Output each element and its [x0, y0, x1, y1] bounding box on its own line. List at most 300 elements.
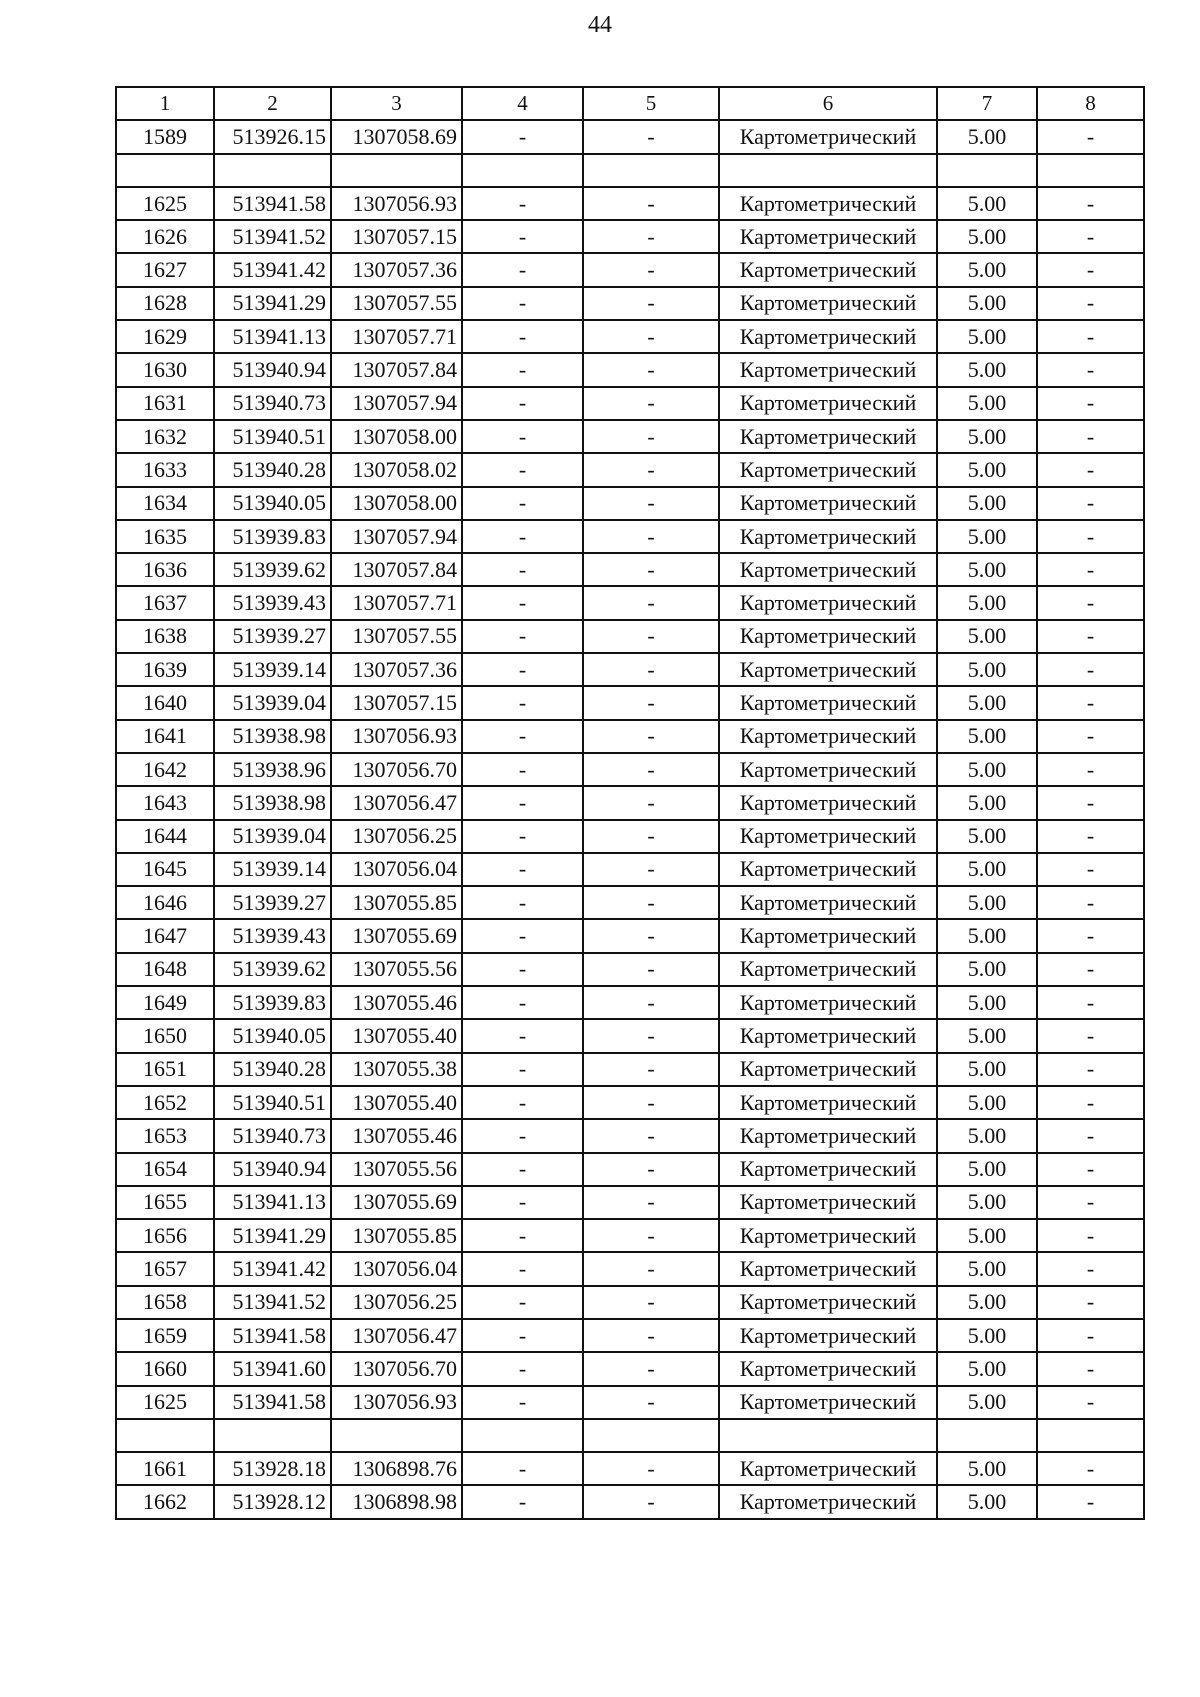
- cell-col-4: -: [462, 953, 583, 986]
- cell-coord-x: 513940.94: [214, 1153, 331, 1186]
- cell-coord-y: 1307057.15: [331, 686, 462, 719]
- cell-col-5: -: [583, 1086, 719, 1119]
- cell-method: Картометрический: [719, 520, 937, 553]
- cell-accuracy: 5.00: [937, 1386, 1037, 1419]
- cell-coord-y: 1307056.93: [331, 1386, 462, 1419]
- cell-coord-x: 513938.98: [214, 720, 331, 753]
- cell-coord-x: 513939.62: [214, 953, 331, 986]
- cell-coord-x: 513941.58: [214, 1386, 331, 1419]
- cell-col-5: -: [583, 120, 719, 153]
- separator-row: [116, 154, 1144, 187]
- cell-accuracy: 5.00: [937, 353, 1037, 386]
- cell-col-5: -: [583, 1319, 719, 1352]
- cell-method: Картометрический: [719, 1186, 937, 1219]
- cell-method: Картометрический: [719, 487, 937, 520]
- cell-accuracy: 5.00: [937, 120, 1037, 153]
- cell-method: Картометрический: [719, 1286, 937, 1319]
- table-row: [116, 320, 1144, 353]
- cell-col-8: -: [1037, 1086, 1144, 1119]
- cell-coord-y: 1307057.71: [331, 586, 462, 619]
- cell-col-4: -: [462, 287, 583, 320]
- cell-coord-y: 1307056.47: [331, 786, 462, 819]
- cell-point-number: 1645: [116, 853, 214, 886]
- cell-col-5: -: [583, 1153, 719, 1186]
- header-cell-8: 8: [1037, 87, 1144, 120]
- cell-col-4: -: [462, 420, 583, 453]
- cell-accuracy: 5.00: [937, 786, 1037, 819]
- cell-method: [719, 1419, 937, 1452]
- cell-method: Картометрический: [719, 1485, 937, 1518]
- header-cell-2: 2: [214, 87, 331, 120]
- cell-col-5: [583, 1419, 719, 1452]
- table-row: [116, 1019, 1144, 1052]
- cell-coord-y: 1307055.40: [331, 1019, 462, 1052]
- cell-col-4: -: [462, 220, 583, 253]
- cell-coord-x: 513941.58: [214, 187, 331, 220]
- cell-method: Картометрический: [719, 753, 937, 786]
- cell-method: Картометрический: [719, 1053, 937, 1086]
- cell-col-4: -: [462, 1086, 583, 1119]
- cell-coord-x: 513940.05: [214, 487, 331, 520]
- cell-coord-x: 513940.28: [214, 1053, 331, 1086]
- cell-col-8: -: [1037, 1153, 1144, 1186]
- cell-coord-x: 513940.73: [214, 1119, 331, 1152]
- cell-accuracy: 5.00: [937, 487, 1037, 520]
- cell-accuracy: [937, 1419, 1037, 1452]
- cell-accuracy: 5.00: [937, 1053, 1037, 1086]
- cell-col-8: [1037, 154, 1144, 187]
- table-row: [116, 686, 1144, 719]
- cell-col-5: -: [583, 586, 719, 619]
- cell-coord-x: [214, 1419, 331, 1452]
- table-row: [116, 986, 1144, 1019]
- cell-col-4: -: [462, 1252, 583, 1285]
- cell-accuracy: 5.00: [937, 320, 1037, 353]
- table-row: [116, 1286, 1144, 1319]
- cell-point-number: 1625: [116, 187, 214, 220]
- cell-coord-y: 1307056.04: [331, 853, 462, 886]
- cell-col-4: -: [462, 886, 583, 919]
- cell-col-8: -: [1037, 1186, 1144, 1219]
- cell-point-number: 1654: [116, 1153, 214, 1186]
- cell-col-8: -: [1037, 353, 1144, 386]
- cell-accuracy: 5.00: [937, 620, 1037, 653]
- header-cell-6: 6: [719, 87, 937, 120]
- cell-col-4: [462, 154, 583, 187]
- cell-col-5: -: [583, 1452, 719, 1485]
- cell-accuracy: 5.00: [937, 187, 1037, 220]
- cell-point-number: 1589: [116, 120, 214, 153]
- header-cell-1: 1: [116, 87, 214, 120]
- cell-coord-y: 1307057.94: [331, 520, 462, 553]
- cell-col-5: -: [583, 620, 719, 653]
- table-row: [116, 886, 1144, 919]
- cell-point-number: 1662: [116, 1485, 214, 1518]
- table-row: [116, 1386, 1144, 1419]
- cell-accuracy: 5.00: [937, 1086, 1037, 1119]
- cell-col-4: -: [462, 820, 583, 853]
- cell-accuracy: 5.00: [937, 253, 1037, 286]
- cell-col-4: -: [462, 1153, 583, 1186]
- cell-point-number: 1651: [116, 1053, 214, 1086]
- cell-accuracy: 5.00: [937, 820, 1037, 853]
- cell-coord-y: 1307055.40: [331, 1086, 462, 1119]
- cell-col-8: -: [1037, 187, 1144, 220]
- table-row: [116, 1219, 1144, 1252]
- cell-accuracy: [937, 154, 1037, 187]
- table-row: [116, 786, 1144, 819]
- cell-coord-y: 1307055.85: [331, 886, 462, 919]
- cell-method: Картометрический: [719, 287, 937, 320]
- table-row: [116, 453, 1144, 486]
- table-row: [116, 953, 1144, 986]
- table-row: [116, 820, 1144, 853]
- cell-accuracy: 5.00: [937, 553, 1037, 586]
- cell-col-8: -: [1037, 220, 1144, 253]
- cell-col-4: -: [462, 1452, 583, 1485]
- cell-coord-y: 1307058.02: [331, 453, 462, 486]
- cell-col-8: -: [1037, 720, 1144, 753]
- cell-col-5: -: [583, 220, 719, 253]
- cell-point-number: 1658: [116, 1286, 214, 1319]
- cell-coord-x: 513939.04: [214, 820, 331, 853]
- cell-col-5: -: [583, 919, 719, 952]
- cell-method: Картометрический: [719, 720, 937, 753]
- table-row: [116, 220, 1144, 253]
- cell-col-8: -: [1037, 1485, 1144, 1518]
- cell-method: Картометрический: [719, 1352, 937, 1385]
- cell-coord-x: 513939.14: [214, 653, 331, 686]
- cell-coord-y: 1307056.70: [331, 1352, 462, 1385]
- cell-coord-y: 1307056.04: [331, 1252, 462, 1285]
- cell-col-8: -: [1037, 120, 1144, 153]
- cell-col-5: -: [583, 720, 719, 753]
- cell-coord-y: 1307057.84: [331, 553, 462, 586]
- cell-point-number: 1648: [116, 953, 214, 986]
- table-body: [116, 87, 1144, 1519]
- cell-col-8: -: [1037, 853, 1144, 886]
- cell-point-number: 1640: [116, 686, 214, 719]
- table-row: [116, 853, 1144, 886]
- table-row: [116, 720, 1144, 753]
- cell-coord-y: 1307055.56: [331, 1153, 462, 1186]
- cell-coord-y: 1307058.00: [331, 487, 462, 520]
- cell-col-5: -: [583, 1386, 719, 1419]
- cell-point-number: 1635: [116, 520, 214, 553]
- cell-col-4: -: [462, 1019, 583, 1052]
- cell-col-4: -: [462, 653, 583, 686]
- cell-method: Картометрический: [719, 320, 937, 353]
- cell-accuracy: 5.00: [937, 387, 1037, 420]
- cell-coord-x: 513940.28: [214, 453, 331, 486]
- table-row: [116, 253, 1144, 286]
- cell-coord-x: 513938.98: [214, 786, 331, 819]
- cell-col-5: -: [583, 1485, 719, 1518]
- separator-row: [116, 1419, 1144, 1452]
- cell-point-number: 1646: [116, 886, 214, 919]
- table-row: [116, 1252, 1144, 1285]
- cell-coord-x: 513938.96: [214, 753, 331, 786]
- cell-col-8: -: [1037, 919, 1144, 952]
- cell-method: Картометрический: [719, 853, 937, 886]
- cell-coord-y: 1307055.56: [331, 953, 462, 986]
- cell-coord-x: 513939.27: [214, 886, 331, 919]
- cell-method: Картометрический: [719, 1153, 937, 1186]
- cell-col-5: -: [583, 253, 719, 286]
- table-row: [116, 353, 1144, 386]
- cell-coord-y: 1307056.25: [331, 820, 462, 853]
- cell-point-number: 1633: [116, 453, 214, 486]
- cell-accuracy: 5.00: [937, 853, 1037, 886]
- cell-coord-y: 1307057.36: [331, 653, 462, 686]
- cell-method: Картометрический: [719, 453, 937, 486]
- cell-method: Картометрический: [719, 620, 937, 653]
- header-cell-5: 5: [583, 87, 719, 120]
- table-row: [116, 387, 1144, 420]
- cell-coord-x: 513939.43: [214, 919, 331, 952]
- cell-point-number: 1632: [116, 420, 214, 453]
- cell-coord-x: 513941.13: [214, 1186, 331, 1219]
- cell-method: Картометрический: [719, 886, 937, 919]
- cell-point-number: [116, 154, 214, 187]
- cell-col-5: -: [583, 520, 719, 553]
- cell-coord-y: 1307057.15: [331, 220, 462, 253]
- cell-point-number: 1626: [116, 220, 214, 253]
- cell-col-8: -: [1037, 586, 1144, 619]
- cell-coord-y: 1307058.00: [331, 420, 462, 453]
- cell-accuracy: 5.00: [937, 720, 1037, 753]
- cell-coord-x: 513941.42: [214, 1252, 331, 1285]
- cell-point-number: 1650: [116, 1019, 214, 1052]
- cell-col-5: -: [583, 953, 719, 986]
- cell-col-4: -: [462, 1286, 583, 1319]
- cell-point-number: 1630: [116, 353, 214, 386]
- table-row: [116, 120, 1144, 153]
- cell-coord-x: 513941.60: [214, 1352, 331, 1385]
- cell-coord-x: [214, 154, 331, 187]
- cell-col-5: -: [583, 786, 719, 819]
- cell-accuracy: 5.00: [937, 1452, 1037, 1485]
- cell-col-8: -: [1037, 620, 1144, 653]
- cell-col-4: -: [462, 353, 583, 386]
- cell-col-5: -: [583, 1019, 719, 1052]
- header-cell-7: 7: [937, 87, 1037, 120]
- cell-col-5: -: [583, 487, 719, 520]
- cell-coord-y: 1307057.94: [331, 387, 462, 420]
- cell-col-5: -: [583, 753, 719, 786]
- cell-col-5: -: [583, 820, 719, 853]
- cell-accuracy: 5.00: [937, 1485, 1037, 1518]
- table-row: [116, 1086, 1144, 1119]
- cell-coord-x: 513941.29: [214, 287, 331, 320]
- cell-col-8: -: [1037, 753, 1144, 786]
- cell-col-5: -: [583, 1352, 719, 1385]
- cell-col-5: -: [583, 886, 719, 919]
- table-row: [116, 919, 1144, 952]
- cell-col-4: -: [462, 853, 583, 886]
- cell-method: Картометрический: [719, 986, 937, 1019]
- table-row: [116, 1153, 1144, 1186]
- cell-point-number: 1637: [116, 586, 214, 619]
- cell-col-4: -: [462, 387, 583, 420]
- cell-method: Картометрический: [719, 820, 937, 853]
- cell-method: Картометрический: [719, 1252, 937, 1285]
- cell-point-number: 1661: [116, 1452, 214, 1485]
- cell-col-8: -: [1037, 453, 1144, 486]
- cell-col-4: -: [462, 753, 583, 786]
- cell-coord-y: 1307056.25: [331, 1286, 462, 1319]
- cell-col-8: [1037, 1419, 1144, 1452]
- cell-col-8: -: [1037, 1119, 1144, 1152]
- cell-accuracy: 5.00: [937, 420, 1037, 453]
- cell-point-number: 1639: [116, 653, 214, 686]
- cell-col-4: -: [462, 1319, 583, 1352]
- cell-col-5: -: [583, 1286, 719, 1319]
- cell-col-4: -: [462, 1053, 583, 1086]
- cell-accuracy: 5.00: [937, 1286, 1037, 1319]
- cell-method: Картометрический: [719, 353, 937, 386]
- cell-coord-x: 513939.27: [214, 620, 331, 653]
- cell-method: Картометрический: [719, 387, 937, 420]
- cell-accuracy: 5.00: [937, 1219, 1037, 1252]
- table-row: [116, 586, 1144, 619]
- cell-coord-y: 1307055.38: [331, 1053, 462, 1086]
- cell-point-number: 1631: [116, 387, 214, 420]
- cell-coord-x: 513928.12: [214, 1485, 331, 1518]
- cell-accuracy: 5.00: [937, 686, 1037, 719]
- cell-accuracy: 5.00: [937, 1153, 1037, 1186]
- cell-coord-x: 513939.62: [214, 553, 331, 586]
- cell-accuracy: 5.00: [937, 586, 1037, 619]
- cell-col-4: -: [462, 1485, 583, 1518]
- table-row: [116, 1452, 1144, 1485]
- cell-accuracy: 5.00: [937, 220, 1037, 253]
- cell-coord-x: 513941.52: [214, 1286, 331, 1319]
- cell-col-5: -: [583, 453, 719, 486]
- cell-method: Картометрический: [719, 786, 937, 819]
- cell-point-number: [116, 1419, 214, 1452]
- cell-coord-x: 513939.14: [214, 853, 331, 886]
- cell-point-number: 1656: [116, 1219, 214, 1252]
- cell-coord-y: 1307056.70: [331, 753, 462, 786]
- cell-coord-x: 513941.42: [214, 253, 331, 286]
- cell-accuracy: 5.00: [937, 986, 1037, 1019]
- cell-accuracy: 5.00: [937, 1319, 1037, 1352]
- cell-method: Картометрический: [719, 1319, 937, 1352]
- cell-col-5: -: [583, 320, 719, 353]
- cell-col-8: -: [1037, 553, 1144, 586]
- cell-col-8: -: [1037, 820, 1144, 853]
- cell-col-5: -: [583, 1252, 719, 1285]
- cell-col-4: [462, 1419, 583, 1452]
- cell-coord-x: 513941.58: [214, 1319, 331, 1352]
- cell-point-number: 1655: [116, 1186, 214, 1219]
- page-number: 44: [588, 12, 612, 38]
- cell-col-4: -: [462, 487, 583, 520]
- cell-coord-y: 1307055.46: [331, 986, 462, 1019]
- cell-method: Картометрический: [719, 586, 937, 619]
- cell-method: Картометрический: [719, 553, 937, 586]
- cell-col-5: -: [583, 1119, 719, 1152]
- cell-method: Картометрический: [719, 1019, 937, 1052]
- cell-method: Картометрический: [719, 220, 937, 253]
- cell-accuracy: 5.00: [937, 919, 1037, 952]
- cell-col-8: -: [1037, 487, 1144, 520]
- cell-method: [719, 154, 937, 187]
- cell-col-4: -: [462, 586, 583, 619]
- cell-coord-x: 513941.13: [214, 320, 331, 353]
- cell-col-8: -: [1037, 1219, 1144, 1252]
- cell-method: Картометрический: [719, 919, 937, 952]
- cell-coord-x: 513941.52: [214, 220, 331, 253]
- cell-point-number: 1659: [116, 1319, 214, 1352]
- cell-coord-y: 1307057.55: [331, 287, 462, 320]
- cell-accuracy: 5.00: [937, 886, 1037, 919]
- cell-col-8: -: [1037, 320, 1144, 353]
- table-row: [116, 1186, 1144, 1219]
- cell-col-4: -: [462, 120, 583, 153]
- cell-coord-x: 513940.05: [214, 1019, 331, 1052]
- table-row: [116, 553, 1144, 586]
- cell-method: Картометрический: [719, 1386, 937, 1419]
- cell-method: Картометрический: [719, 1219, 937, 1252]
- cell-coord-y: 1306898.76: [331, 1452, 462, 1485]
- cell-coord-y: 1307055.69: [331, 1186, 462, 1219]
- cell-col-4: -: [462, 986, 583, 1019]
- cell-accuracy: 5.00: [937, 753, 1037, 786]
- cell-col-5: -: [583, 653, 719, 686]
- cell-point-number: 1629: [116, 320, 214, 353]
- cell-col-4: -: [462, 253, 583, 286]
- cell-point-number: 1641: [116, 720, 214, 753]
- cell-point-number: 1627: [116, 253, 214, 286]
- cell-col-4: -: [462, 620, 583, 653]
- cell-coord-x: 513940.73: [214, 387, 331, 420]
- cell-point-number: 1660: [116, 1352, 214, 1385]
- cell-point-number: 1653: [116, 1119, 214, 1152]
- cell-col-4: -: [462, 786, 583, 819]
- cell-col-5: -: [583, 553, 719, 586]
- cell-col-8: -: [1037, 287, 1144, 320]
- cell-point-number: 1643: [116, 786, 214, 819]
- cell-col-8: -: [1037, 1019, 1144, 1052]
- cell-coord-y: 1307057.55: [331, 620, 462, 653]
- cell-coord-x: 513940.51: [214, 420, 331, 453]
- cell-col-8: -: [1037, 1452, 1144, 1485]
- cell-col-5: -: [583, 1186, 719, 1219]
- cell-coord-y: 1307057.84: [331, 353, 462, 386]
- cell-method: Картометрический: [719, 1119, 937, 1152]
- cell-col-8: -: [1037, 387, 1144, 420]
- cell-coord-y: 1307055.46: [331, 1119, 462, 1152]
- cell-col-5: -: [583, 986, 719, 1019]
- cell-method: Картометрический: [719, 420, 937, 453]
- cell-method: Картометрический: [719, 1086, 937, 1119]
- coordinates-table: [115, 86, 1145, 1520]
- cell-col-5: -: [583, 420, 719, 453]
- table-row: [116, 1053, 1144, 1086]
- cell-col-4: -: [462, 320, 583, 353]
- cell-coord-y: 1307055.85: [331, 1219, 462, 1252]
- table-row: [116, 753, 1144, 786]
- cell-col-5: -: [583, 686, 719, 719]
- table-row: [116, 520, 1144, 553]
- cell-col-5: -: [583, 853, 719, 886]
- cell-accuracy: 5.00: [937, 1119, 1037, 1152]
- cell-col-5: -: [583, 1053, 719, 1086]
- cell-coord-x: 513928.18: [214, 1452, 331, 1485]
- cell-coord-x: 513939.04: [214, 686, 331, 719]
